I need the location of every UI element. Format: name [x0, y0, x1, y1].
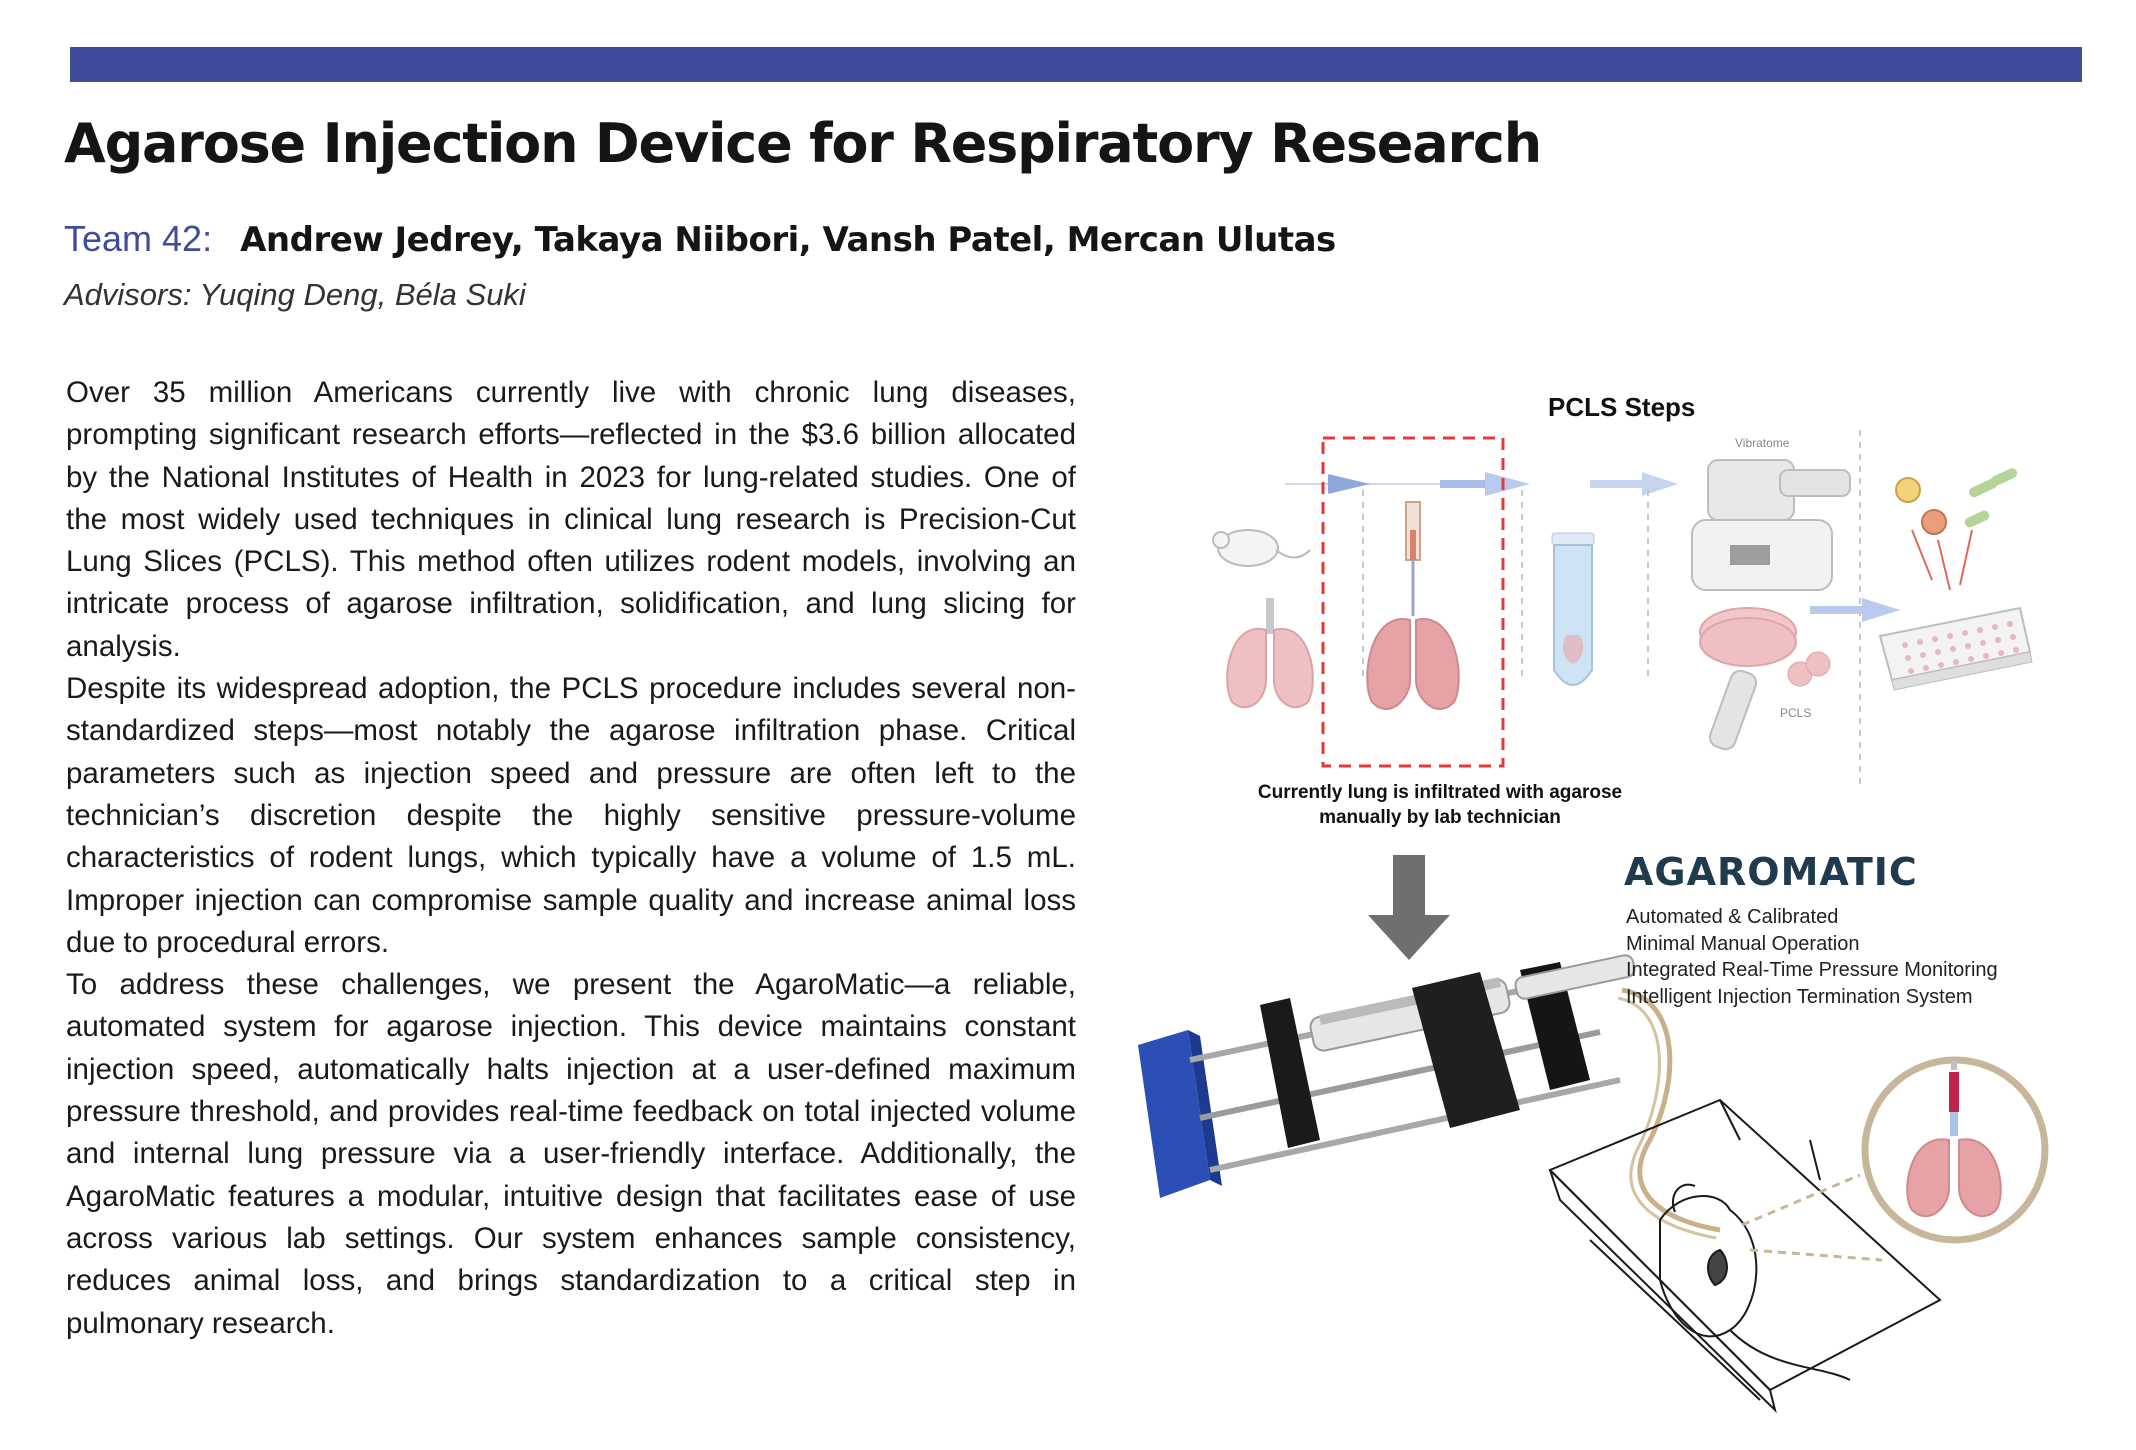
lung-slices-icon — [1700, 608, 1830, 752]
feature-item: Minimal Manual Operation — [1626, 932, 1860, 955]
lung-icon-left — [1227, 598, 1313, 707]
feature-item: Intelligent Injection Termination System — [1626, 985, 1973, 1008]
pcls-label: PCLS — [1780, 706, 1812, 720]
paragraph-2: Despite its widespread adoption, the PCLS procedure includes several non-standardized steps—most notably the agarose infiltration phase. Critical parameters such as injection speed and pressure are often left to the technician’s discretion despite the highly sensitive pressure-volume characteristics of rodent lungs, which typically have a volume of 1.5 mL. Improper injection can compromise sample quality and increase animal loss due to procedural errors. — [66, 672, 1076, 959]
advisors: Advisors: Yuqing Deng, Béla Suki — [64, 277, 526, 312]
syringe-lung-icon — [1367, 502, 1459, 709]
vibratome-label: Vibratome — [1735, 436, 1790, 450]
mouse-icon — [1213, 530, 1310, 566]
agaromatic-logo: AGAROMATIC — [1624, 850, 1918, 894]
paragraph-3: To address these challenges, we present the AgaroMatic—a reliable, automated system for agarose injection. This device maintains constant injection speed, automatically halts injection at a user-defined maximum pressure threshold, and provides real-time feedback on total injected volume and internal lung pressure via a user-friendly interface. Additionally, the AgaroMatic features a modular, intuitive design that facilitates ease of use across various lab settings. Our system enhances sample consistency, reduces animal loss, and brings standardization to a critical step in pulmonary research. — [66, 968, 1076, 1340]
vibratome-icon — [1692, 460, 1850, 590]
pathogen-icons — [1896, 467, 2019, 590]
team-line — [64, 218, 1336, 260]
abstract-body — [66, 372, 1076, 1345]
feature-item: Automated & Calibrated — [1626, 906, 1839, 928]
pcls-figure — [1120, 380, 2120, 1440]
well-plate-icon — [1880, 608, 2032, 690]
team-members: Andrew Jedrey, Takaya Niibori, Vansh Patel, Mercan Ulutas — [240, 220, 1336, 260]
top-accent-bar — [70, 47, 2082, 82]
paragraph-1: Over 35 million Americans currently live with chronic lung diseases, prompting significant research efforts—reflected in the $3.6 billion allocated by the National Institutes of Health in 2023 for lung-related studies. One of the most widely used techniques in clinical lung research is Precision-Cut Lung Slices (PCLS). This method often utilizes rodent models, involving an intricate process of agarose infiltration, solidification, and lung slicing for analysis. — [66, 376, 1076, 663]
figure-caption: Currently lung is infiltrated with agarose manually by lab technician — [1257, 782, 1623, 828]
team-label: Team 42: — [64, 218, 213, 259]
pcls-steps-title: PCLS Steps — [1548, 392, 1696, 422]
down-arrow-icon — [1368, 855, 1450, 960]
feature-list — [1626, 904, 1998, 1010]
agarose-tube-icon — [1552, 533, 1594, 685]
poster-title: Agarose Injection Device for Respiratory Research — [64, 112, 1541, 175]
feature-item: Integrated Real-Time Pressure Monitoring — [1626, 959, 1998, 981]
